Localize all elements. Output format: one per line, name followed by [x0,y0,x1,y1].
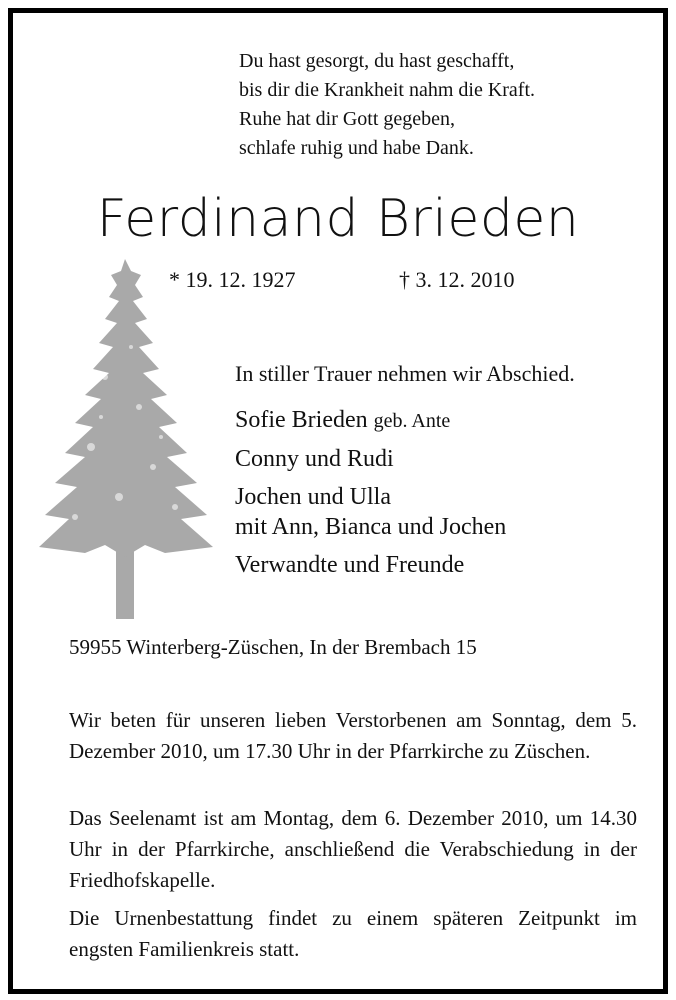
poem-line: Du hast gesorgt, du hast geschafft, [239,50,515,72]
spouse-nee: geb. Ante [373,410,451,432]
poem-line: bis dir die Krankheit nahm die Kraft. [239,79,536,101]
poem-line: schlafe ruhig und habe Dank. [239,137,474,159]
birth-date: * 19. 12. 1927 [169,267,296,292]
death-date: † 3. 12. 2010 [399,267,515,292]
fir-tree-icon [35,257,217,627]
family-list [235,405,506,580]
deceased-name: Ferdinand Brieden [96,189,580,249]
service-paragraph: Wir beten für unseren lieben Verstorbenen am Sonntag, dem 5. Dezember 2010, um 17.30 Uhr in der Pfarrkirche zu Züschen. [69,708,637,763]
family-member: Verwandte und Freunde [235,552,465,578]
family-member: Conny und Rudi [235,446,394,472]
poem [239,47,535,163]
obituary-notice [8,8,668,994]
address: 59955 Winterberg-Züschen, In der Brembach 15 [69,635,477,659]
family-member: Jochen und Ulla [235,484,391,510]
service-paragraph: Die Urnenbestattung findet zu einem späteren Zeitpunkt im engsten Familienkreis statt. [69,906,637,961]
service-paragraph: Das Seelenamt ist am Montag, dem 6. Dezember 2010, um 14.30 Uhr in der Pfarrkirche, anschließend die Verabschiedung in der Friedhofskapelle. [69,806,637,892]
poem-line: Ruhe hat dir Gott gegeben, [239,108,456,130]
family-member: mit Ann, Bianca und Jochen [235,514,507,540]
mourning-line: In stiller Trauer nehmen wir Abschied. [235,361,575,386]
family-member [235,405,506,436]
spouse-name: Sofie Brieden [235,407,368,433]
